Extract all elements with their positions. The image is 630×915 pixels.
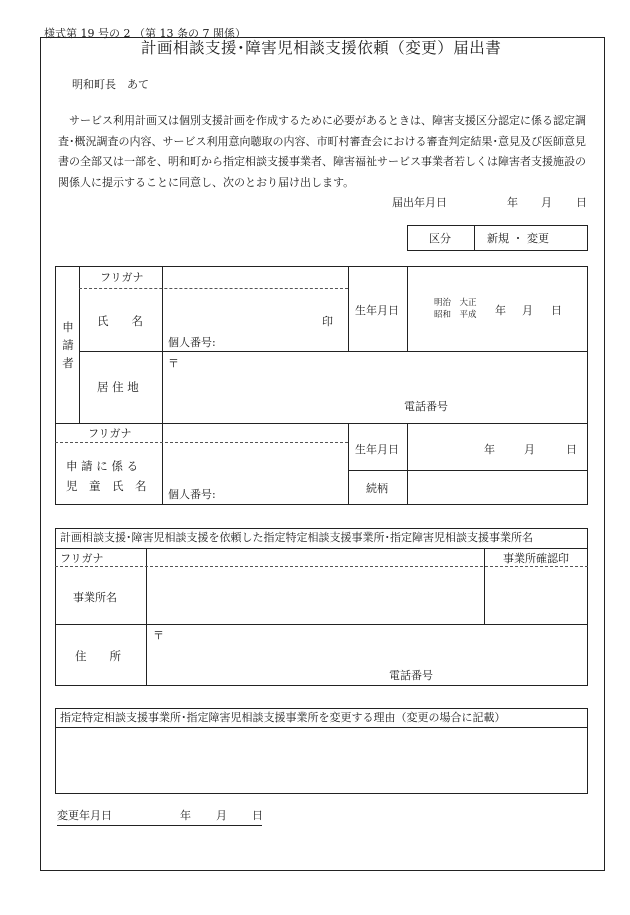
submission-date-month: 月 [541,196,552,209]
applicant-phone-label: 電話番号 [404,400,448,413]
change-date-label: 変更年月日 [57,809,112,822]
applicant-seal: 印 [322,315,333,328]
page-title: 計画相談支援･障害児相談支援依頼（変更）届出書 [141,39,502,57]
applicant-furigana-label: フリガナ [100,271,144,284]
col-line-birth-label-left [348,266,349,351]
child-birth-year: 年 [484,443,495,456]
applicant-birth-year: 年 [495,304,506,317]
office-furigana-label: フリガナ [60,552,104,565]
applicant-birth-month: 月 [522,304,533,317]
col-line-birth-label-right [407,266,408,351]
applicant-address-field[interactable] [163,352,587,422]
change-date-day: 日 [252,809,263,822]
office-section-title: 計画相談支援･障害児相談支援を依頼した指定特定相談支援事業所･指定障害児相談支援事業所名 [60,531,533,544]
child-relationship-label: 続柄 [366,482,388,495]
form-number-text: 様式第 19 号の 2 （第 13 条の 7 関係） [44,27,246,40]
change-date-year: 年 [180,809,191,822]
submission-date-label: 届出年月日 [392,196,447,209]
office-furigana-field[interactable] [147,549,483,565]
child-furigana-field[interactable] [163,424,347,441]
applicant-birthdate-label: 生年月日 [355,304,399,317]
addressee: 明和町長 あて [72,78,149,91]
applicant-postal-mark: 〒 [168,357,179,370]
office-address-field[interactable] [147,625,587,685]
change-date-month: 月 [216,809,227,822]
child-name-label-line1: 申 請 に 係 る [66,459,139,473]
applicant-individual-number-label: 個人番号: [168,336,216,349]
child-birth-month: 月 [524,443,535,456]
office-name-label: 事業所名 [73,591,117,604]
office-phone-label: 電話番号 [389,669,433,682]
col-line-child-birth-left [348,423,349,505]
applicant-furigana-field[interactable] [163,267,347,287]
category-options[interactable]: 新規 ・ 変更 [487,232,549,245]
office-confirmation-seal-label: 事業所確認印 [503,552,569,565]
child-name-label-line2: 児 童 氏 名 [66,479,147,493]
category-divider [474,225,475,251]
applicant-name-label: 氏 名 [97,314,143,328]
child-individual-number-label: 個人番号: [168,488,216,501]
office-name-field[interactable] [147,567,483,623]
child-furigana-label: フリガナ [88,427,132,440]
change-date-field[interactable] [120,806,260,824]
applicant-address-label: 居 住 地 [97,380,139,394]
child-birth-day: 日 [566,443,577,456]
change-reason-field[interactable] [56,728,587,793]
applicant-section-label: 申 請 者 [62,320,74,370]
applicant-era-line1: 明治 大正 [434,298,477,308]
change-date-underline [57,825,262,826]
child-relationship-field[interactable] [408,471,587,504]
submission-date-day: 日 [576,196,587,209]
child-birthdate-label: 生年月日 [355,443,399,456]
col-line-section [79,266,80,423]
consent-paragraph: サービス利用計画又は個別支援計画を作成するために必要があるときは、障害支援区分認定に係る認定調査･概況調査の内容、サービス利用意向聴取の内容、市町村審査会における審査判定結果･意見及び医師意見書の全部又は一部を、明和町から指定相談支援事業者、障害福祉サービス事業者若しくは障害者支援施設の関係人に提示することに同意し、次のとおり届け出します。 [58,114,586,189]
category-label: 区分 [429,232,451,245]
submission-date-year: 年 [507,196,518,209]
applicant-era-line2: 昭和 平成 [434,310,477,320]
office-address-label: 住 所 [75,649,121,663]
office-postal-mark: 〒 [153,629,164,642]
office-confirmation-seal-area [485,567,587,623]
applicant-birth-day: 日 [551,304,562,317]
change-reason-title: 指定特定相談支援事業所･指定障害児相談支援事業所を変更する理由（変更の場合に記載） [60,711,506,724]
